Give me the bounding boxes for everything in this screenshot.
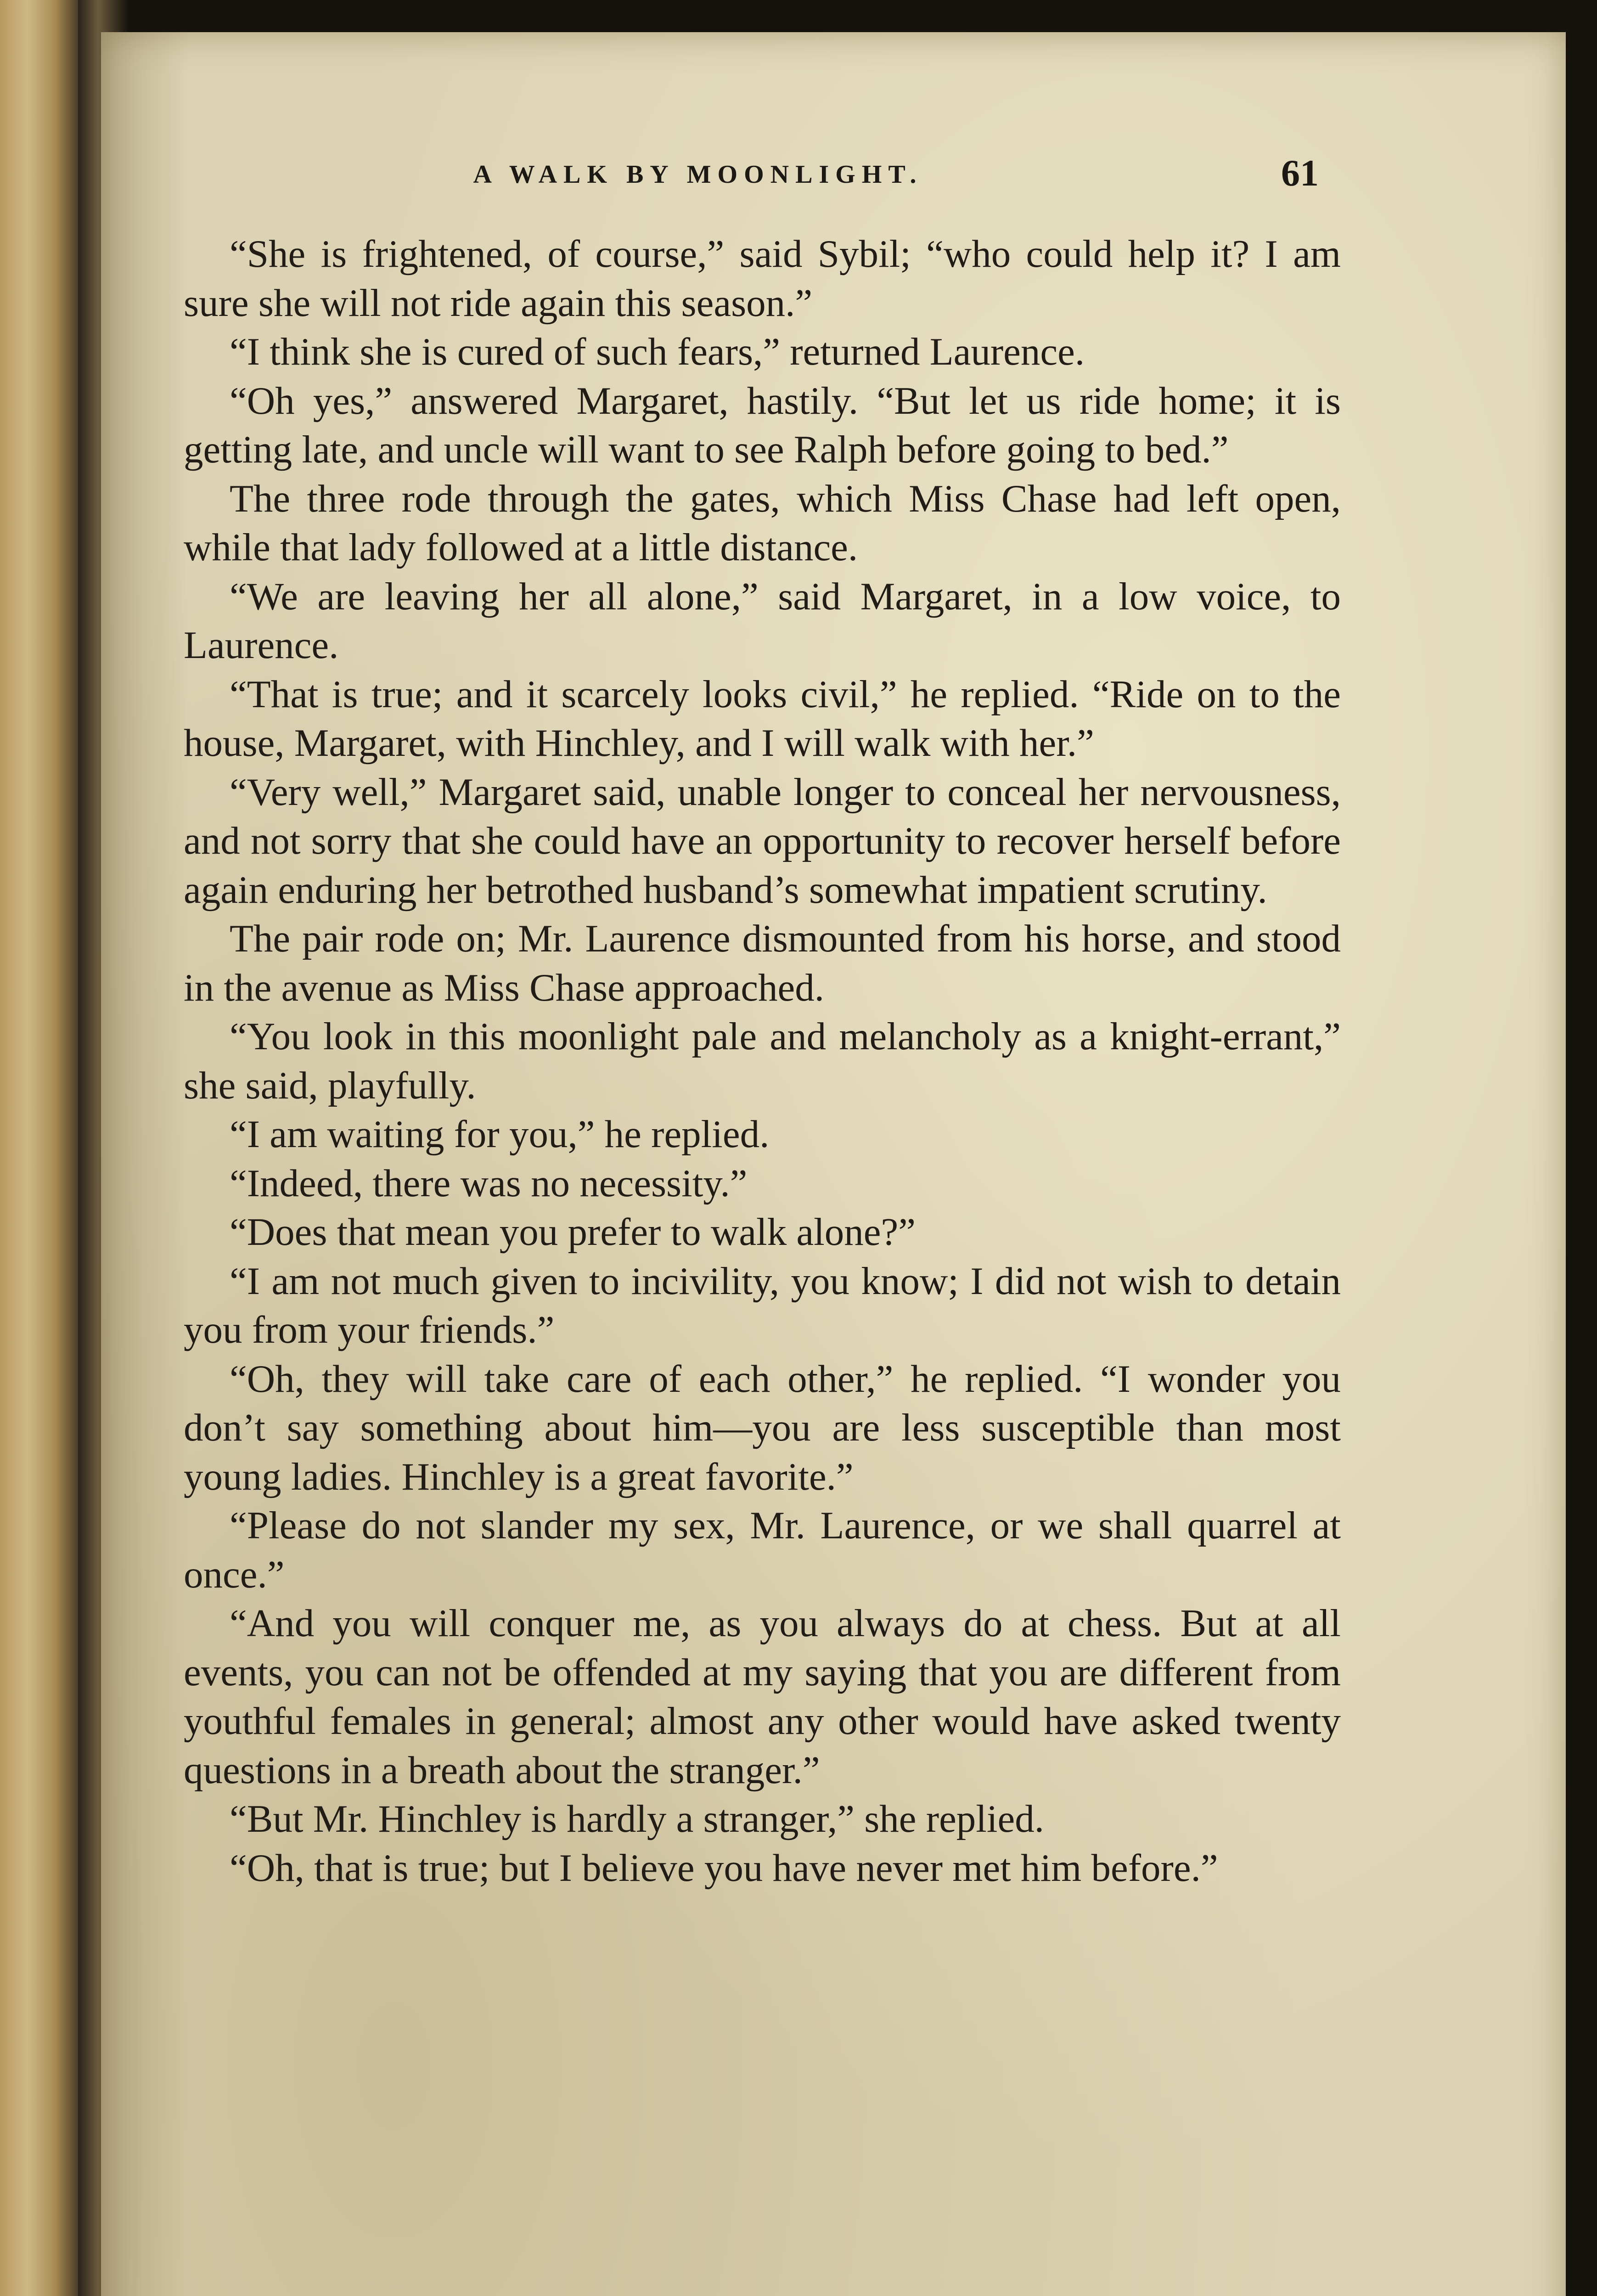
paragraph: “That is true; and it scarcely looks civil,” he replied. “Ride on to the house, Margaret, with Hinchley, and I will walk with her.” [184, 672, 1341, 765]
page-number: 61 [1281, 152, 1319, 194]
paragraph: “You look in this moonlight pale and melancholy as a knight-errant,” she said, playfully. [184, 1015, 1341, 1107]
paragraph: “She is frightened, of course,” said Sybil; “who could help it? I am sure she will not ride again this season.” [184, 232, 1341, 325]
running-head: A WALK BY MOONLIGHT. [473, 160, 923, 189]
book-page [101, 32, 1566, 2296]
paragraph: “Does that mean you prefer to walk alone?” [230, 1210, 916, 1254]
paragraph: “Very well,” Margaret said, unable longer to conceal her nervousness, and not sorry that she could have an opportunity to recover herself before again enduring her betrothed husband’s somewhat impatient scrutiny. [184, 770, 1341, 912]
paragraph: “We are leaving her all alone,” said Margaret, in a low voice, to Laurence. [184, 574, 1341, 667]
paragraph: “Indeed, there was no necessity.” [230, 1161, 748, 1205]
paragraph: “I am waiting for you,” he replied. [230, 1113, 770, 1156]
paragraph: “I think she is cured of such fears,” returned Laurence. [230, 330, 1085, 373]
paragraph: “Oh, they will take care of each other,” he replied. “I wonder you don’t say something about him—you are less susceptible than most young ladies. Hinchley is a great favorite.” [184, 1357, 1341, 1498]
paragraph: The three rode through the gates, which Miss Chase had left open, while that lady followed at a little distance. [184, 477, 1341, 569]
paragraph: “And you will conquer me, as you always do at chess. But at all events, you can not be offended at my saying that you are different from youthful females in general; almost any other would have asked twenty questions in a breath about the stranger.” [184, 1602, 1341, 1792]
body-text [184, 230, 1341, 1892]
paragraph: “Please do not slander my sex, Mr. Laurence, or we shall quarrel at once.” [184, 1504, 1341, 1596]
paragraph: “Oh, that is true; but I believe you have never met him before.” [230, 1846, 1218, 1890]
paragraph: The pair rode on; Mr. Laurence dismounted from his horse, and stood in the avenue as Miss Chase approached. [184, 917, 1341, 1009]
paragraph: “Oh yes,” answered Margaret, hastily. “But let us ride home; it is getting late, and uncle will want to see Ralph before going to bed.” [184, 379, 1341, 471]
paragraph: “But Mr. Hinchley is hardly a stranger,” she replied. [230, 1797, 1045, 1840]
paragraph: “I am not much given to incivility, you know; I did not wish to detain you from your friends.” [184, 1259, 1341, 1351]
page-header [101, 152, 1566, 202]
